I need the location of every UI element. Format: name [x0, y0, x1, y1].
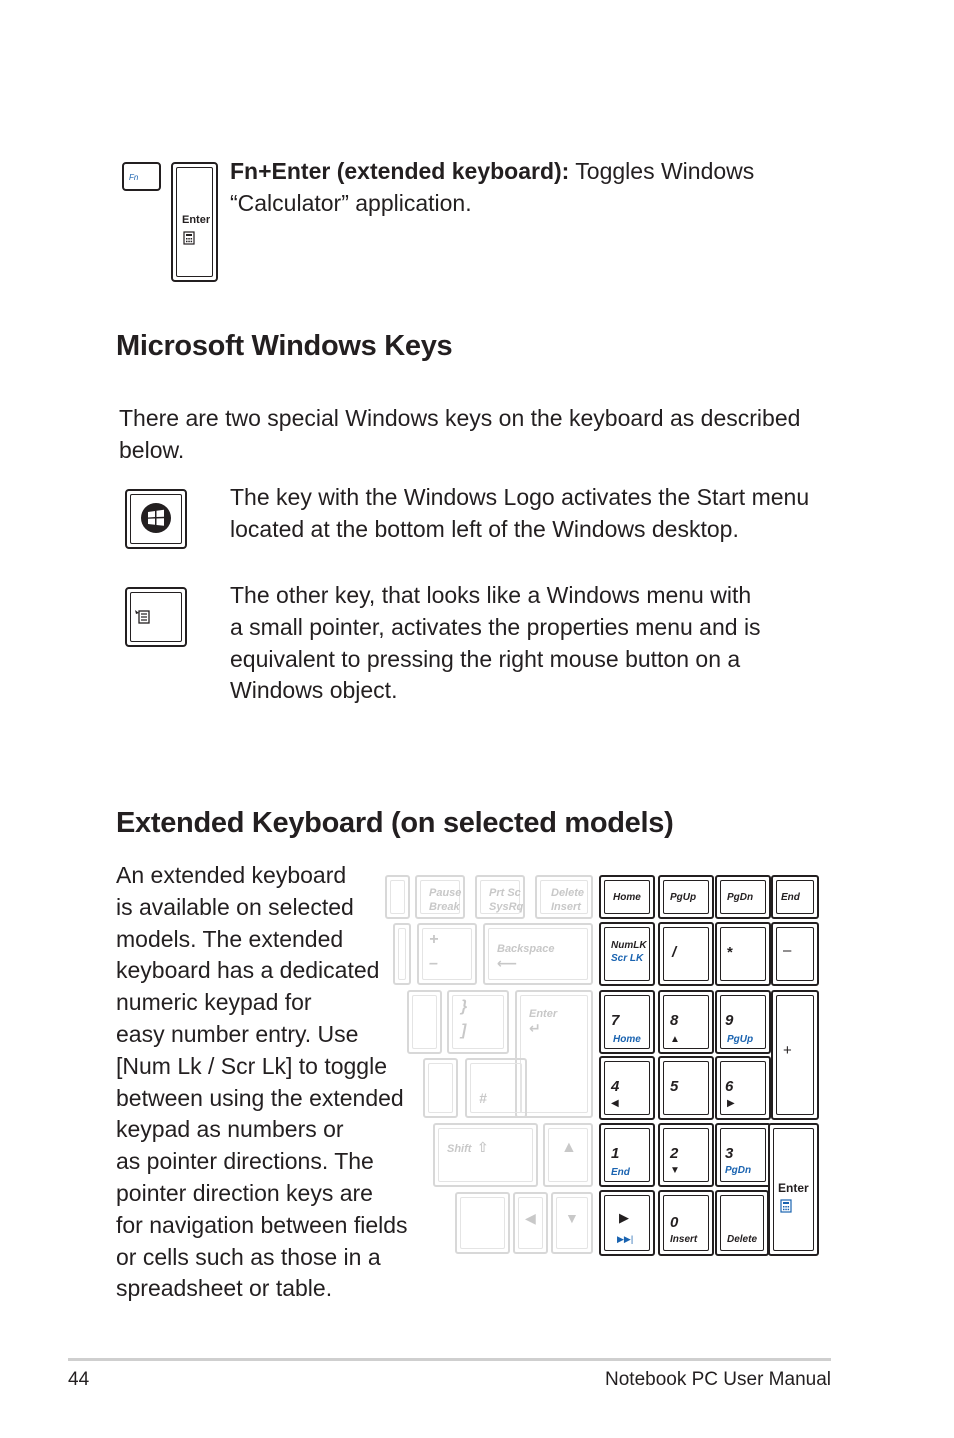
ghost-key-enter: Enter ↵ [515, 990, 593, 1118]
ghost-key-brace: } ] [447, 990, 509, 1054]
keypad-delete: Delete [715, 1190, 769, 1256]
keypad-8: 8 ▲ [658, 990, 714, 1054]
keypad-pgup: PgUp [658, 875, 714, 919]
fn-enter-term: Fn+Enter (extended keyboard): [230, 158, 570, 184]
keypad-pgdn: PgDn [715, 875, 771, 919]
ghost-key-delete: Delete Insert [535, 875, 593, 919]
fn-key [122, 162, 161, 191]
menu-text-line-3: equivalent to pressing the right mouse button on a [230, 645, 741, 672]
keypad-minus: – [771, 922, 819, 986]
fn-enter-line2: “Calculator” application. [230, 189, 472, 216]
ext-line-12: for navigation between fields [116, 1211, 408, 1238]
keypad-4: 4 ◀ [599, 1056, 655, 1120]
ghost-key-hash: # [465, 1058, 527, 1118]
menu-text-line-1: The other key, that looks like a Windows menu with [230, 582, 752, 608]
page-number: 44 [68, 1369, 90, 1390]
extended-keyboard-description [116, 860, 436, 1305]
extended-keyboard-heading: Extended Keyboard (on selected models) [116, 807, 674, 839]
extended-keypad-illustration [385, 870, 835, 1262]
ext-line-8: between using the extended [116, 1084, 404, 1111]
keypad-numlock: NumLK Scr LK [599, 922, 655, 986]
manual-title: Notebook PC User Manual [605, 1369, 831, 1390]
keypad-plus: + [771, 990, 819, 1120]
windows-keys-intro [119, 403, 839, 467]
ext-line-7: [Num Lk / Scr Lk] to toggle [116, 1052, 388, 1079]
footer-rule [68, 1358, 831, 1361]
ext-line-9: keypad as numbers or [116, 1116, 344, 1143]
ghost-key-backspace: Backspace ⟵ [483, 923, 593, 985]
ext-line-6: easy number entry. Use [116, 1020, 359, 1047]
ext-line-3: models. The extended [116, 925, 344, 952]
menu-key [125, 587, 187, 647]
keypad-calculator-icon [780, 1199, 792, 1213]
keypad-3: 3 PgDn [715, 1123, 771, 1187]
ghost-key-left-arrow: ◀ [513, 1192, 548, 1254]
menu-text-line-2: a small pointer, activates the properties menu and is [230, 613, 761, 640]
keypad-slash: / [658, 922, 714, 986]
ghost-key-plus-minus: + – [417, 923, 477, 985]
ghost-key-shift: Shift ⇧ [433, 1123, 538, 1187]
menu-text-line-4: Windows object. [230, 677, 398, 704]
fn-enter-line1: Toggles Windows [569, 158, 755, 184]
keypad-asterisk: * [715, 922, 771, 986]
ext-line-14: spreadsheet or table. [116, 1275, 333, 1302]
keypad-0: 0 Insert [658, 1190, 714, 1256]
windows-logo-key-description [230, 482, 840, 546]
windows-keys-heading: Microsoft Windows Keys [116, 330, 453, 362]
calculator-icon [183, 231, 195, 245]
keypad-6: 6 ▶ [715, 1056, 771, 1120]
windows-logo-icon [139, 501, 173, 535]
keypad-1: 1 End [599, 1123, 655, 1187]
enter-key-label: Enter [182, 214, 211, 226]
menu-key-description [230, 580, 840, 707]
keypad-enter: Enter [768, 1123, 819, 1256]
ext-line-2: is available on selected [116, 893, 354, 920]
ghost-key-prtsc: Prt Sc SysRq [475, 875, 525, 919]
intro-line-2: below. [119, 436, 185, 463]
ghost-key-up-arrow: ▲ [543, 1123, 593, 1187]
windows-logo-key [125, 489, 187, 549]
keypad-9: 9 PgUp [715, 990, 771, 1054]
logo-text-line-2: located at the bottom left of the Windows desktop. [230, 515, 739, 542]
enter-key [171, 162, 218, 282]
ghost-key-down-arrow: ▼ [551, 1192, 593, 1254]
keypad-play: ▶ ▶▶| [599, 1190, 655, 1256]
keypad-7: 7 Home [599, 990, 655, 1054]
logo-text-line-1: The key with the Windows Logo activates the Start menu [230, 484, 810, 510]
menu-pointer-icon [135, 609, 153, 625]
ext-line-11: pointer direction keys are [116, 1179, 373, 1206]
ghost-key-pause: Pause Break [415, 875, 465, 919]
fn-enter-description [230, 156, 830, 220]
ext-line-4: keyboard has a dedicated [116, 957, 380, 984]
ext-line-13: or cells such as those in a [116, 1243, 381, 1270]
fn-key-label: Fn [129, 173, 139, 182]
ext-line-1: An extended keyboard [116, 862, 347, 888]
intro-line-1: There are two special Windows keys on the keyboard as described [119, 405, 801, 431]
ghost-key-bottom-left [455, 1192, 510, 1254]
keypad-2: 2 ▼ [658, 1123, 714, 1187]
keypad-end: End [771, 875, 819, 919]
keypad-5: 5 [658, 1056, 714, 1120]
keypad-home: Home [599, 875, 655, 919]
ext-line-5: numeric keypad for [116, 989, 312, 1016]
ext-line-10: as pointer directions. The [116, 1148, 374, 1175]
